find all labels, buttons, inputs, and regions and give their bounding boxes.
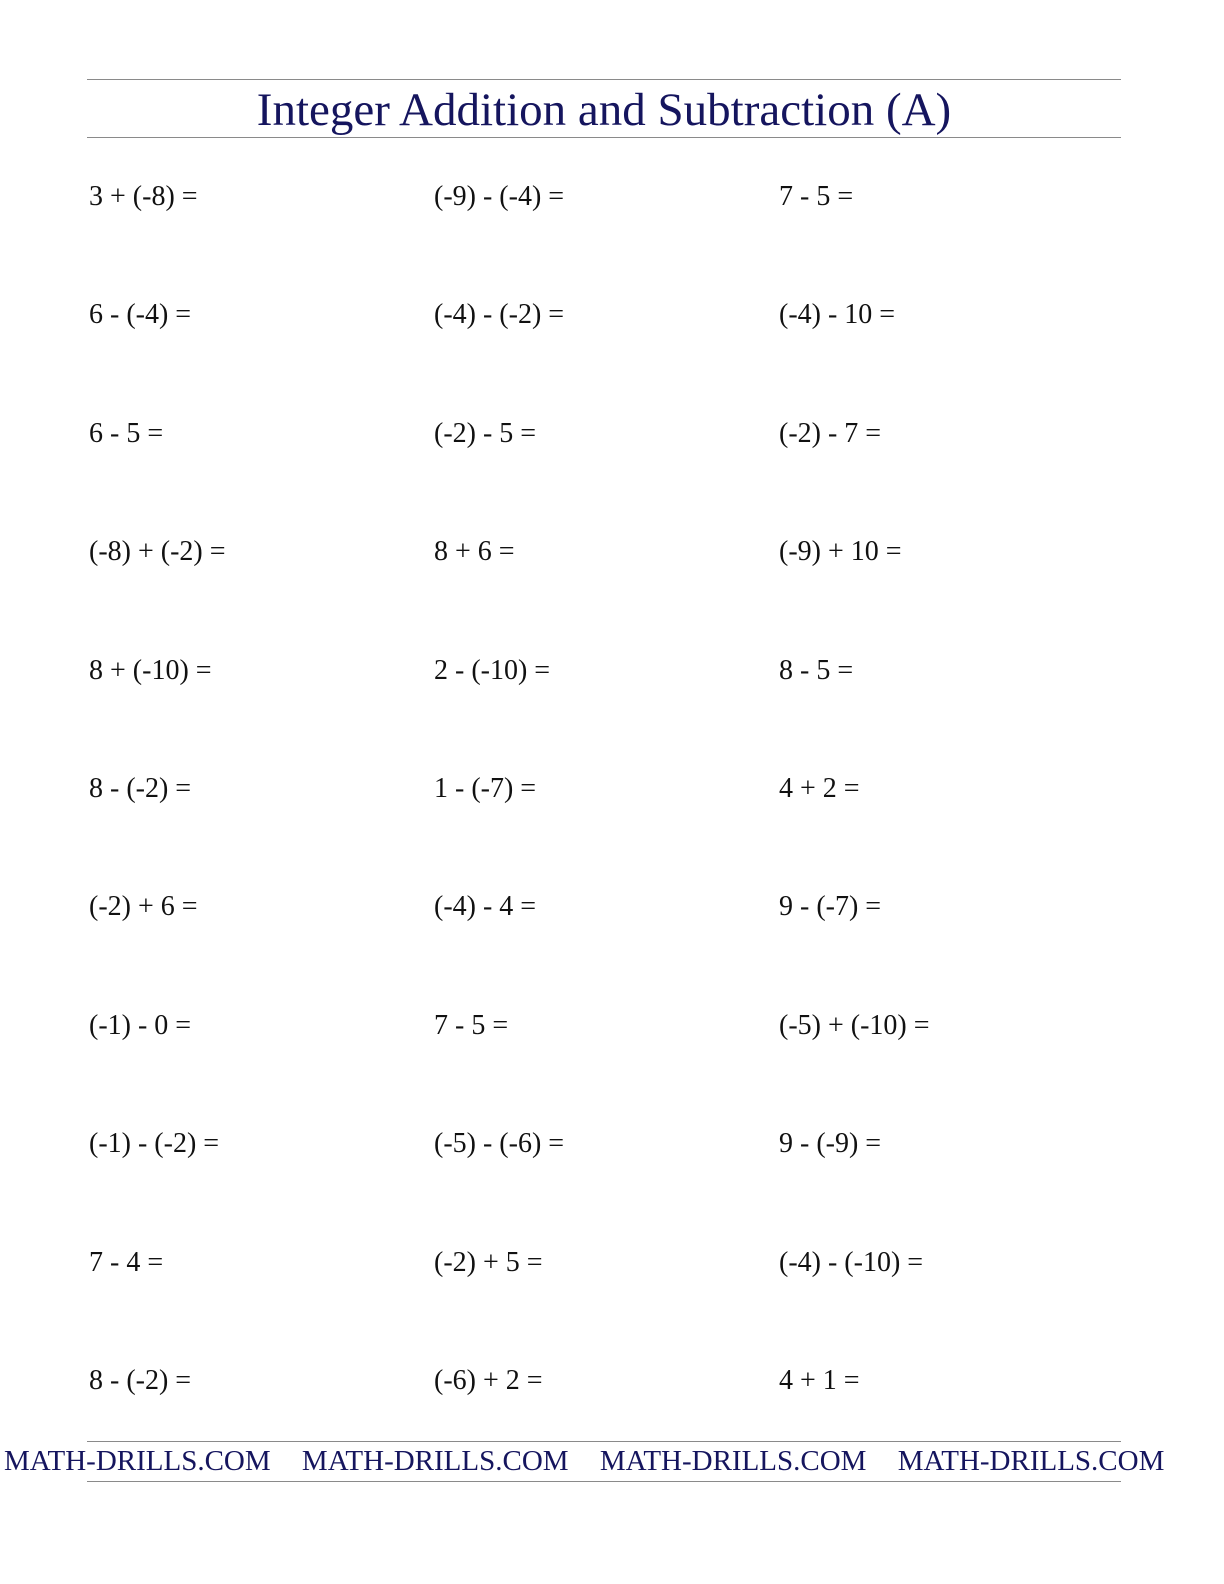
problem-item: (-4) - (-10) = bbox=[779, 1246, 924, 1278]
problem-item: (-2) - 7 = bbox=[779, 417, 882, 449]
footer-rule-bottom bbox=[87, 1481, 1121, 1482]
problem-item: (-4) - (-2) = bbox=[434, 299, 565, 331]
footer-watermark bbox=[4, 1443, 1165, 1479]
header-rule-bottom bbox=[87, 137, 1121, 138]
problem-item: (-6) + 2 = bbox=[434, 1364, 543, 1396]
problem-item: 9 - (-9) = bbox=[779, 1128, 882, 1160]
problem-item: (-4) - 10 = bbox=[779, 299, 896, 331]
problem-item: 6 - (-4) = bbox=[89, 299, 192, 331]
problem-item: (-8) + (-2) = bbox=[89, 536, 226, 568]
problem-item: 7 - 5 = bbox=[434, 1009, 509, 1041]
problem-item: (-2) + 5 = bbox=[434, 1246, 543, 1278]
problem-item: 8 - 5 = bbox=[779, 654, 854, 686]
problem-item: 6 - 5 = bbox=[89, 417, 164, 449]
problem-item: (-1) - (-2) = bbox=[89, 1128, 220, 1160]
problem-item: 1 - (-7) = bbox=[434, 772, 537, 804]
problem-item: 4 + 2 = bbox=[779, 772, 860, 804]
footer-watermark-text: MATH-DRILLS.COM bbox=[4, 1445, 271, 1477]
problem-item: 4 + 1 = bbox=[779, 1364, 860, 1396]
problem-item: 8 + (-10) = bbox=[89, 654, 212, 686]
problem-item: 3 + (-8) = bbox=[89, 181, 198, 212]
footer-watermark-text: MATH-DRILLS.COM bbox=[897, 1445, 1165, 1477]
problem-item: 8 - (-2) = bbox=[89, 1364, 192, 1396]
footer-rule-top bbox=[87, 1441, 1121, 1442]
problem-item: (-9) - (-4) = bbox=[434, 181, 565, 212]
problem-item: (-4) - 4 = bbox=[434, 891, 537, 923]
worksheet-title: Integer Addition and Subtraction (A) bbox=[256, 84, 952, 136]
problem-item: 7 - 4 = bbox=[89, 1246, 164, 1278]
problem-item: (-9) + 10 = bbox=[779, 536, 902, 568]
footer-watermark-text: MATH-DRILLS.COM bbox=[301, 1445, 569, 1477]
problem-item: (-2) + 6 = bbox=[89, 891, 198, 923]
problem-item: (-2) - 5 = bbox=[434, 417, 537, 449]
footer-watermark-track bbox=[4, 1443, 1188, 1479]
problem-item: 9 - (-7) = bbox=[779, 891, 882, 923]
problem-item: (-5) + (-10) = bbox=[779, 1009, 930, 1041]
problem-item: 8 + 6 = bbox=[434, 536, 515, 568]
problem-item: 7 - 5 = bbox=[779, 181, 854, 212]
problem-item: 2 - (-10) = bbox=[434, 654, 551, 686]
problem-grid bbox=[89, 177, 1121, 1479]
problem-item: 8 - (-2) = bbox=[89, 772, 192, 804]
header-rule-top bbox=[87, 79, 1121, 80]
footer-watermark-text: MATH-DRILLS.COM bbox=[599, 1445, 867, 1477]
problem-item: (-1) - 0 = bbox=[89, 1009, 192, 1041]
problem-item: (-5) - (-6) = bbox=[434, 1128, 565, 1160]
